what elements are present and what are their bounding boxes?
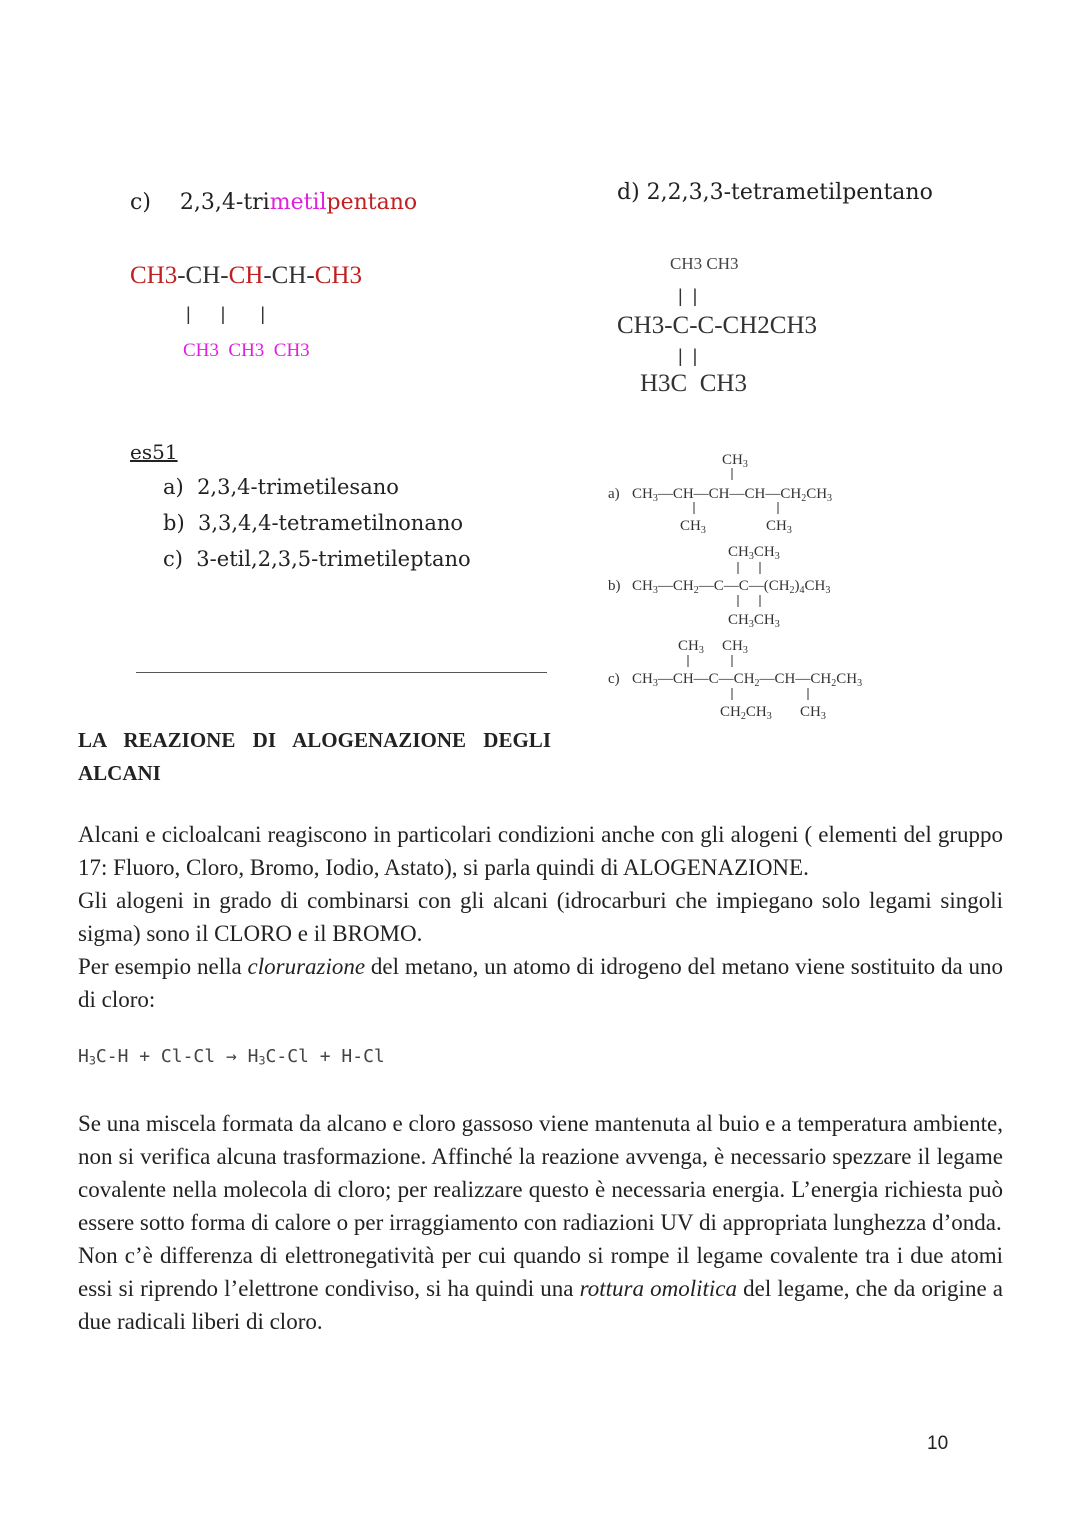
svg-text:CH3—CH—CH—CH—CH2CH3: $CH_3—CH—CH—CH—CH_2CH_3$ <box>632 486 833 504</box>
exercise-label: es51 <box>130 440 178 464</box>
formula-c <box>608 638 862 722</box>
divider-line <box>136 672 547 673</box>
section-d-title: d) 2,2,3,3-tetrametilpentano <box>617 180 933 205</box>
structural-formulas-figure <box>600 440 930 730</box>
exercise-item-b: b) 3,3,4,4-tetrametilnonano <box>163 511 464 535</box>
formula-b-label: b) <box>608 578 621 594</box>
section-c-main-chain: CH3-CH-CH-CH-CH3 <box>130 262 362 289</box>
paragraph1-sentence1: Alcani e cicloalcani reagiscono in particolari condizioni anche con gli alogeni ( elementi del gruppo 17: Fluoro, Cloro, Bromo, Iodio, Astato), si parla quindi di ALOGENAZIONE. <box>78 822 1003 880</box>
page-number: 10 <box>927 1433 949 1454</box>
svg-text:CH3: $CH_3$ <box>678 638 704 656</box>
svg-text:CH3: $CH_3$ <box>680 518 706 536</box>
svg-text:CH3: $CH_3$ <box>800 704 826 722</box>
svg-text:CH3CH3: $CH_3CH_3$ <box>728 544 780 562</box>
section-heading-line2: ALCANI <box>78 761 161 785</box>
section-c-branches: CH3 CH3 CH3 <box>183 340 310 361</box>
formula-b <box>608 544 830 630</box>
section-heading-line1: LA REAZIONE DI ALOGENAZIONE DEGLI <box>78 728 551 752</box>
section-d-main-chain: CH3-C-C-CH2CH3 <box>617 312 818 339</box>
svg-text:CH3: $CH_3$ <box>722 452 748 470</box>
svg-text:CH3—CH2—C—C—(CH2)4CH3: $CH_3—CH_2—C—C—(CH_2)_4CH_3$ <box>632 578 831 596</box>
svg-text:CH3CH3: $CH_3CH_3$ <box>728 612 780 630</box>
exercise-item-c: c) 3-etil,2,3,5-trimetileptano <box>163 547 471 571</box>
section-c-bonds: | | | <box>186 304 266 324</box>
paragraph-alogenazione <box>78 818 1003 1016</box>
formula-c-label: c) <box>608 671 620 687</box>
section-c-title: c) 2,3,4-trimetilpentano <box>130 190 418 215</box>
paragraph1-sentence3: Per esempio nella clorurazione del metano, un atomo di idrogeno del metano viene sostituito da uno di cloro: <box>78 954 1003 1012</box>
formula-a-label: a) <box>608 486 620 502</box>
reaction-arrow: → <box>225 1046 237 1067</box>
paragraph1-sentence2: Gli alogeni in grado di combinarsi con gli alcani (idrocarburi che impiegano solo legami singoli sigma) sono il CLORO e il BROMO. <box>78 888 1003 946</box>
paragraph2-sentence1: Se una miscela formata da alcano e cloro gassoso viene mantenuta al buio e a temperatura ambiente, non si verifica alcuna trasformazione. Affinché la reazione avvenga, è necessario spezzare il legame covalente nella molecola di cloro; per realizzare questo è necessaria energia. L’energia richiesta può essere sotto forma di calore o per irraggiamento con radiazioni UV di appropriata lunghezza d’onda. <box>78 1111 1003 1235</box>
section-d-top-groups: CH3 CH3 <box>670 254 739 273</box>
paragraph2-sentence2: Non c’è differenza di elettronegatività per cui quando si rompe il legame covalente tra i due atomi essi si riprendo l’elettrone condiviso, si ha quindi una rottura omolitica del legame, che da origine a due radicali liberi di cloro. <box>78 1243 1003 1334</box>
formula-a <box>608 452 832 536</box>
svg-text:CH3—CH—C—CH2—CH—CH2CH3: $CH_3—CH—C—CH_2—CH—CH_2CH_3$ <box>632 671 863 689</box>
svg-text:CH2CH3: $CH_2CH_3$ <box>720 704 772 722</box>
svg-text:CH3: $CH_3$ <box>722 638 748 656</box>
paragraph-reazione <box>78 1107 1003 1338</box>
section-d-bottom-groups: H3C CH3 <box>640 370 747 397</box>
reaction-equation: $H_3C-H + Cl-Cl \to H_3C-Cl + H-Cl$ <box>78 1046 385 1068</box>
svg-text:CH3: $CH_3$ <box>766 518 792 536</box>
section-d-bonds-top: | | <box>678 286 698 306</box>
section-d-bonds-bottom: | | <box>678 346 698 366</box>
exercise-item-a: a) 2,3,4-trimetilesano <box>163 475 399 499</box>
